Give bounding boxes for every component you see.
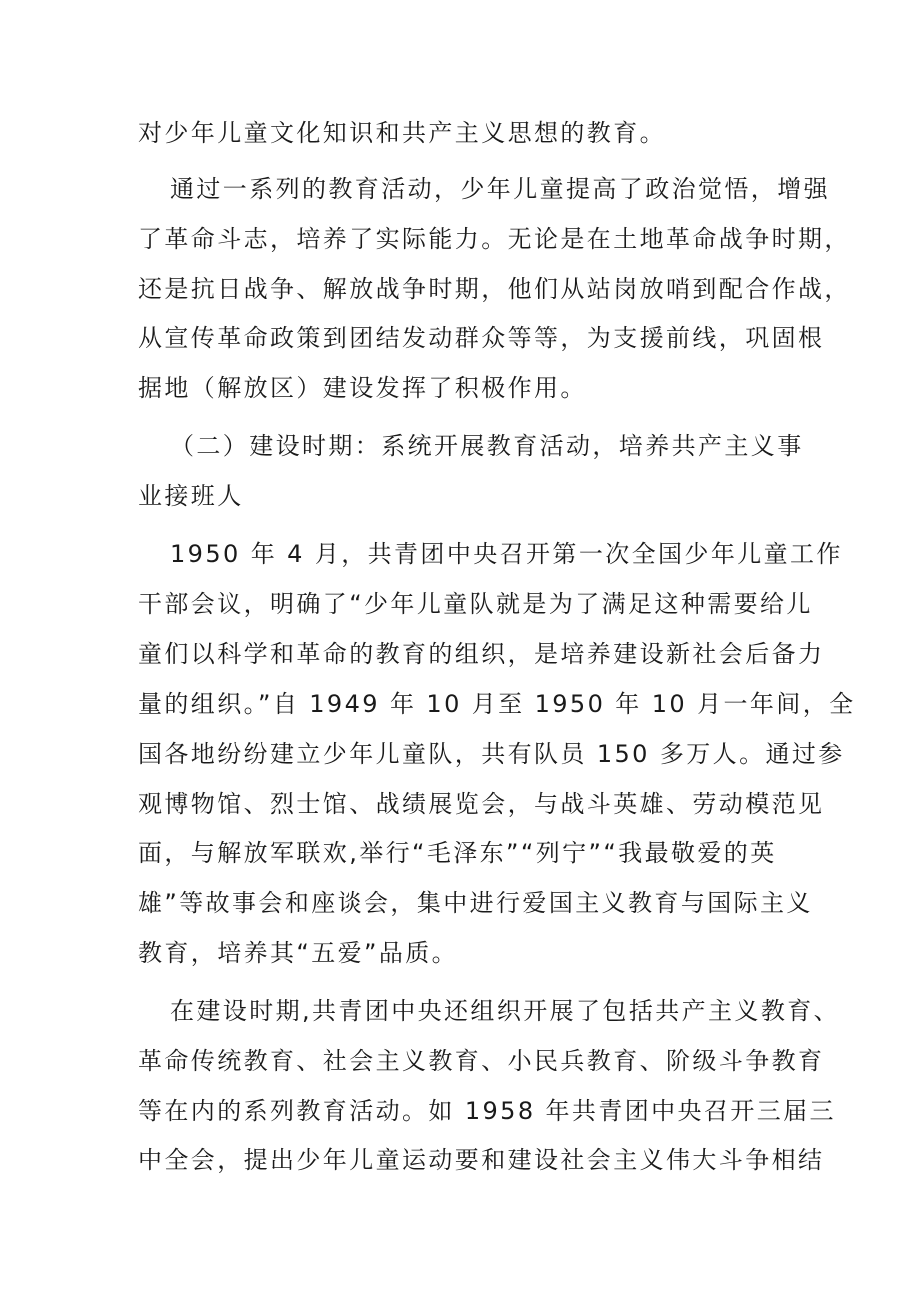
text-line: 面，与解放军联欢,举行“毛泽东”“列宁”“我最敬爱的英 xyxy=(138,839,777,867)
text-line: 量的组织。”自 1949 年 10 月至 1950 年 10 月一年间，全 xyxy=(138,690,856,718)
text-line: 了革命斗志，培养了实际能力。无论是在土地革命战争时期， xyxy=(138,225,851,253)
text-line: 据地（解放区）建设发挥了积极作用。 xyxy=(138,374,587,402)
heading-line: 业接班人 xyxy=(138,482,244,510)
text-line: 观博物馆、烈士馆、战绩展览会，与战斗英雄、劳动模范见 xyxy=(138,790,825,818)
text-line: 对少年儿童文化知识和共产主义思想的教育。 xyxy=(138,119,666,147)
text-line: 在建设时期,共青团中央还组织开展了包括共产主义教育、 xyxy=(170,997,841,1025)
text-line: 从宣传革命政策到团结发动群众等等，为支援前线，巩固根 xyxy=(138,324,825,352)
text-line: 还是抗日战争、解放战争时期，他们从站岗放哨到配合作战， xyxy=(138,275,851,303)
text-line: 等在内的系列教育活动。如 1958 年共青团中央召开三届三 xyxy=(138,1097,836,1125)
text-line: 中全会，提出少年儿童运动要和建设社会主义伟大斗争相结 xyxy=(138,1146,825,1174)
text-line: 国各地纷纷建立少年儿童队，共有队员 150 多万人。通过参 xyxy=(138,740,845,768)
text-line: 教育，培养其“五爱”品质。 xyxy=(138,939,459,967)
heading-line: （二）建设时期：系统开展教育活动，培养共产主义事 xyxy=(170,432,804,460)
text-line: 童们以科学和革命的教育的组织，是培养建设新社会后备力 xyxy=(138,640,825,668)
text-line: 雄”等故事会和座谈会，集中进行爱国主义教育与国际主义 xyxy=(138,889,813,917)
text-line: 干部会议，明确了“少年儿童队就是为了满足这种需要给儿 xyxy=(138,590,813,618)
text-line: 革命传统教育、社会主义教育、小民兵教育、阶级斗争教育 xyxy=(138,1047,825,1075)
text-line: 通过一系列的教育活动，少年儿童提高了政治觉悟，增强 xyxy=(170,175,830,203)
text-line: 1950 年 4 月，共青团中央召开第一次全国少年儿童工作 xyxy=(170,540,843,568)
